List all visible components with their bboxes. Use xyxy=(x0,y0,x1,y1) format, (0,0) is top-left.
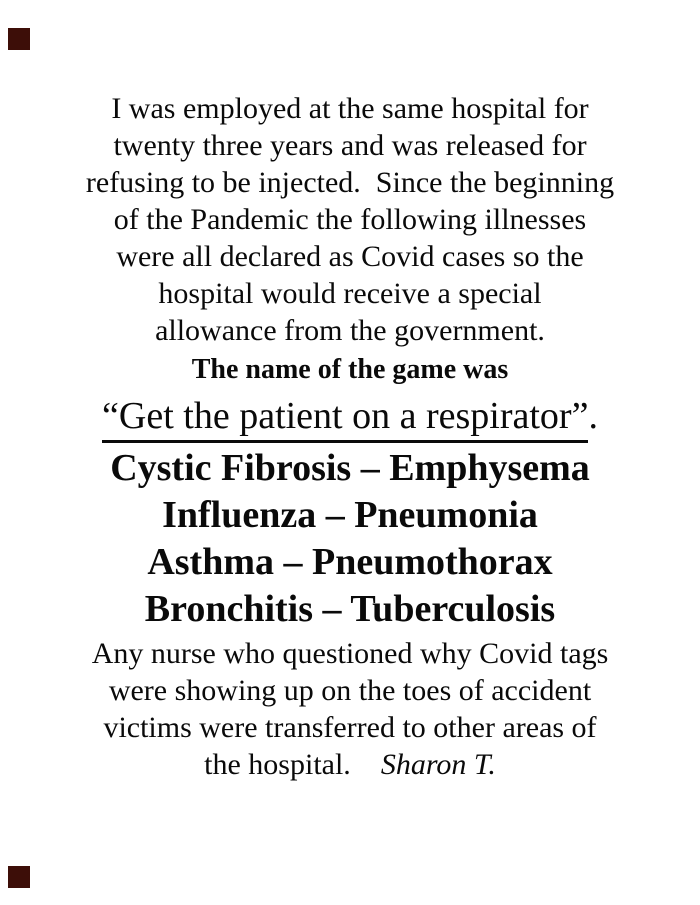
respirator-quote-period: . xyxy=(588,395,598,437)
illness-list: Cystic Fibrosis – Emphysema Influenza – Pneumonia Asthma – Pneumothorax Bronchitis – Tuberculosis xyxy=(110,447,590,630)
name-of-game-line: The name of the game was xyxy=(191,354,509,385)
closing-paragraph: Any nurse who questioned why Covid tags were showing up on the toes of accident victims were transferred to other areas of xyxy=(91,637,609,744)
respirator-quote-line xyxy=(0,391,700,441)
respirator-quote-underlined: “Get the patient on a respirator” xyxy=(102,395,588,443)
closing-last-line xyxy=(0,746,700,783)
corner-mark-top-left xyxy=(8,28,30,50)
closing-last-text: the hospital. xyxy=(204,748,351,781)
intro-paragraph: I was employed at the same hospital for twenty three years and was released for refusing to be injected. Since the beginning of the Pandemic the following illnesses were all declared as Covid cases so the hospital would receive a special allowance from the government. xyxy=(85,92,615,347)
corner-mark-bottom-left xyxy=(8,866,30,888)
signature: Sharon T. xyxy=(380,748,496,781)
